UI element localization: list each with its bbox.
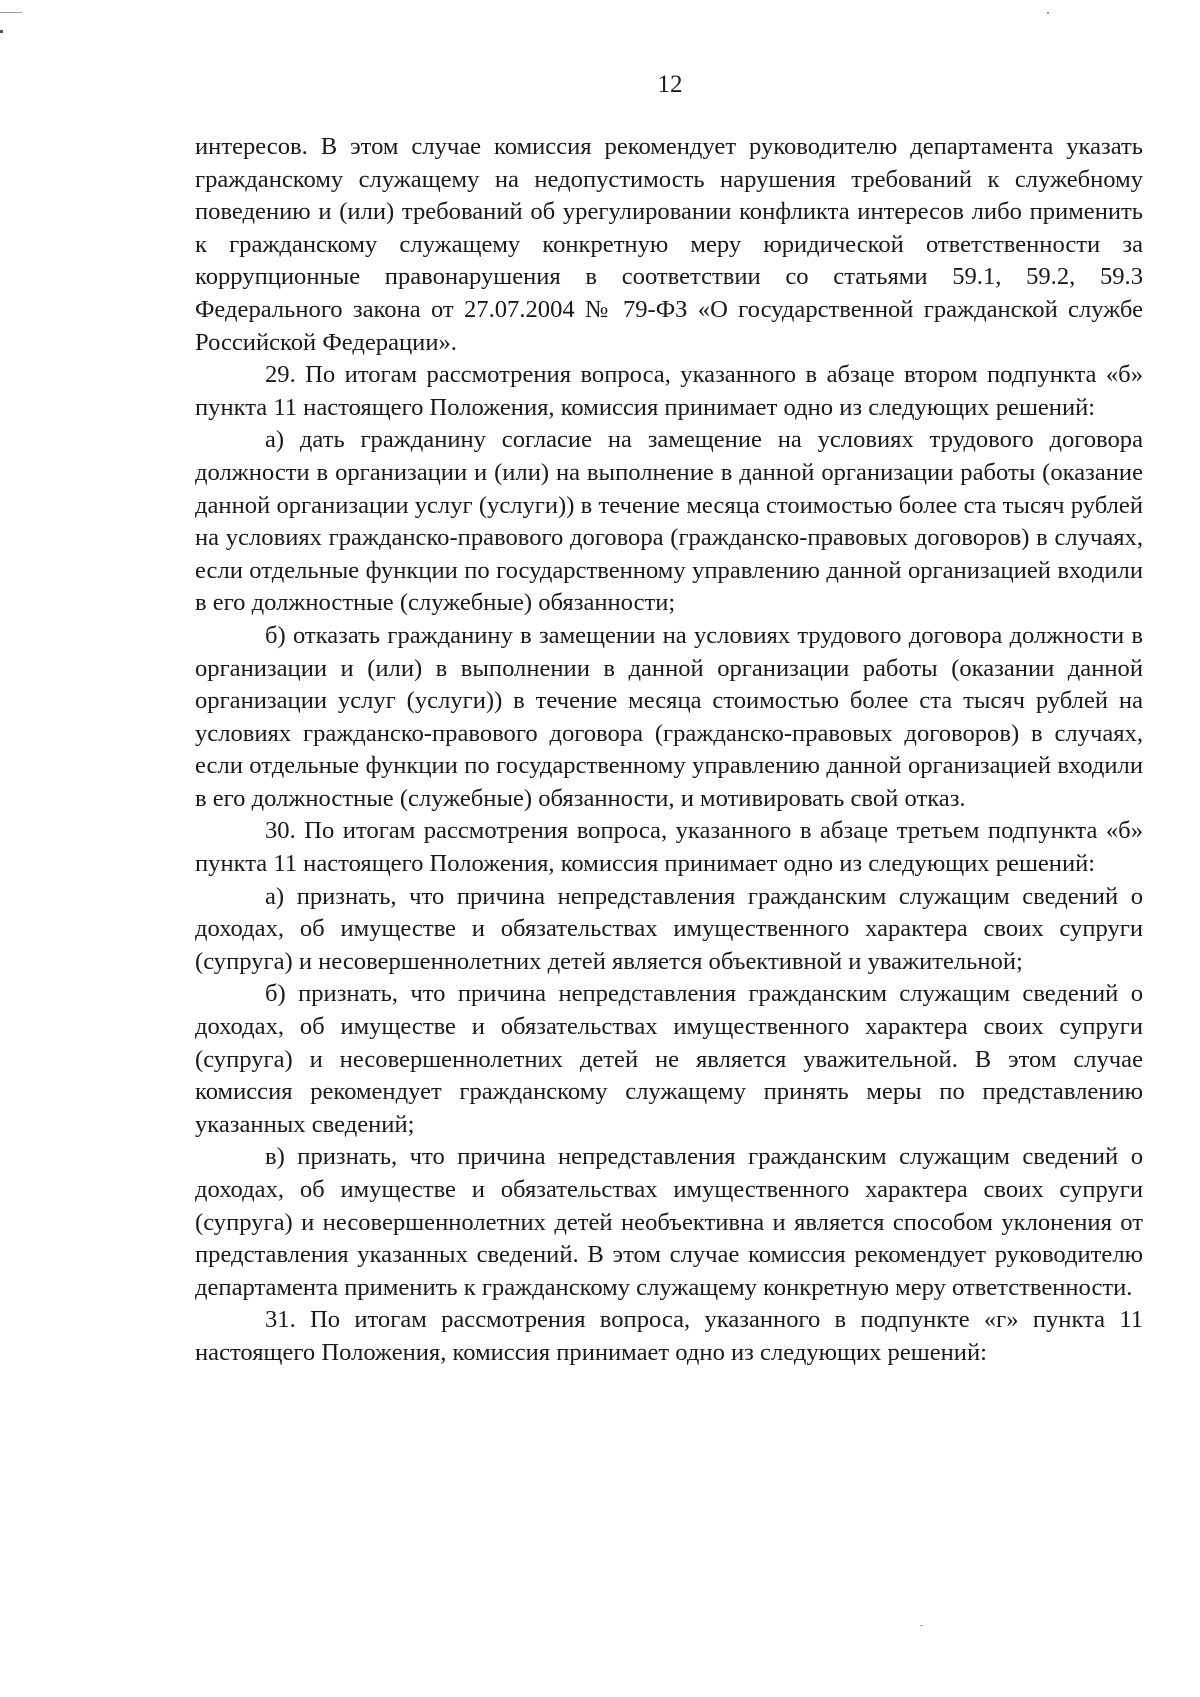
paragraph-item-31: 31. По итогам рассмотрения вопроса, указанного в подпункте «г» пункта 11 настоящего Положения, комиссия принимает одно из следующих решений: (195, 1306, 1143, 1366)
paragraph-29-a: а) дать гражданину согласие на замещение на условиях трудового договора должности в организации и (или) на выполнение в данной организации работы (оказание данной организации услуг (услуги)) в течение месяца стоимостью более ста тысяч рублей на условиях гражданско-правового договора (гражданско-правовых договоров) в случаях, если отдельные функции по государственному управлению данной организацией входили в его должностные (служебные) обязанности; (195, 426, 1143, 617)
paragraph-item-30: 30. По итогам рассмотрения вопроса, указанного в абзаце третьем подпункта «б» пункта 11 настоящего Положения, комиссия принимает одно из следующих решений: (195, 817, 1143, 878)
scan-artifact-mark (920, 1625, 923, 1626)
paragraph-30-a: а) признать, что причина непредставления гражданским служащим сведений о доходах, об имуществе и обязательствах имущественного характера своих супруги (супруга) и несовершеннолетних детей является объективной и уважительной; (195, 882, 1143, 975)
paragraph-continuation: интересов. В этом случае комиссия рекомендует руководителю департамента указать гражданскому служащему на недопустимость нарушения требований к служебному поведению и (или) требований об урегулировании конфликта интересов либо применить к гражданскому служащему конкретную меру юридической ответственности за коррупционные правонарушения в соответствии со статьями 59.1, 59.2, 59.3 Федерального закона от 27.07.2004 № 79-ФЗ «О государственной гражданской службе Российской Федерации». (195, 133, 1143, 356)
scan-artifact-mark (0, 12, 22, 13)
paragraph-30-v: в) признать, что причина непредставления гражданским служащим сведений о доходах, об имуществе и обязательствах имущественного характера своих супруги (супруга) и несовершеннолетних детей необъективна и является способом уклонения от представления указанных сведений. В этом случае комиссия рекомендует руководителю департамента применить к гражданскому служащему конкретную меру ответственности. (195, 1143, 1143, 1301)
document-body (195, 131, 1143, 1370)
paragraph-30-b: б) признать, что причина непредставления гражданским служащим сведений о доходах, об имуществе и обязательствах имущественного характера своих супруги (супруга) и несовершеннолетних детей не является уважительной. В этом случае комиссия рекомендует гражданскому служащему принять меры по представлению указанных сведений; (195, 980, 1143, 1138)
page-number: 12 (657, 71, 683, 98)
paragraph-29-b: б) отказать гражданину в замещении на условиях трудового договора должности в организации и (или) в выполнении в данной организации работы (оказании данной организации услуг (услуги)) в течение месяца стоимостью более ста тысяч рублей на условиях гражданско-правового договора (гражданско-правовых договоров) в случаях, если отдельные функции по государственному управлению данной организацией входили в его должностные (служебные) обязанности, и мотивировать свой отказ. (195, 621, 1143, 812)
scan-artifact-mark (1047, 12, 1049, 14)
scan-artifact-mark (0, 30, 3, 33)
paragraph-item-29: 29. По итогам рассмотрения вопроса, указанного в абзаце втором подпункта «б» пункта 11 настоящего Положения, комиссия принимает одно из следующих решений: (195, 361, 1143, 421)
